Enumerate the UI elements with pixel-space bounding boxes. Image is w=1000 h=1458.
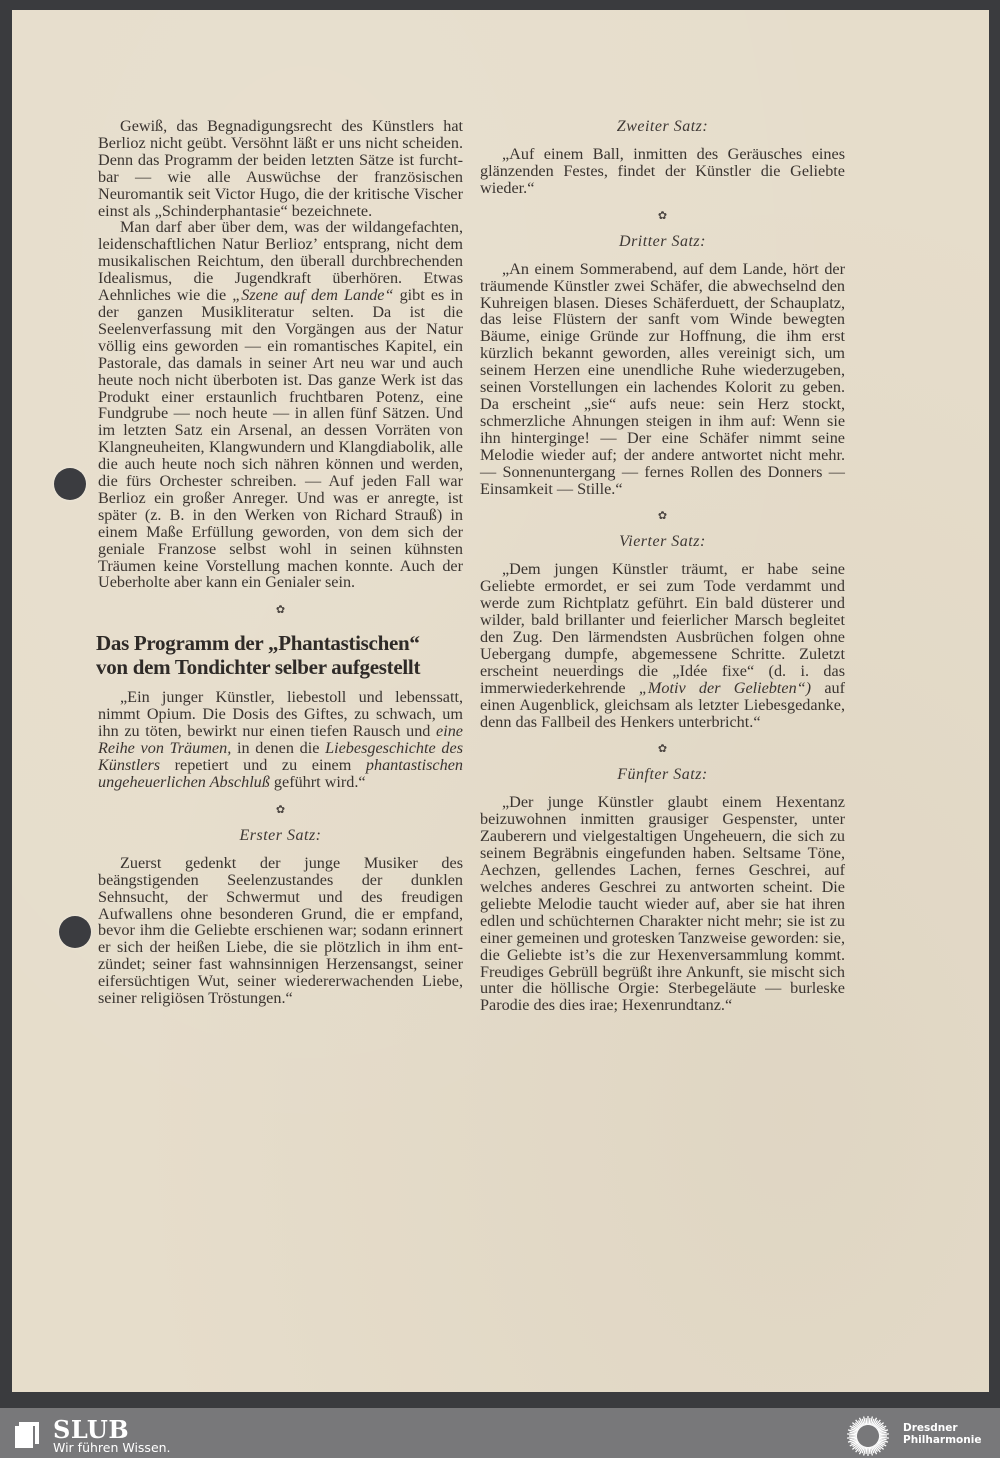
punch-hole [59,916,91,948]
text-run: geführt wird.“ [269,772,366,791]
text-run: „Dem jungen Künstler träumt, er habe seine Geliebte ermordet, er sei zum Tode verdammt und werde zum Richtplatz geführt. Ein bald düsterer und wilder, bald brillanter und feierlicher Marsch begleitet den Zug. Den lärmendsten Ausbrüchen folgen ohne Uebergang dumpfe, abgemessene Schritte. Zuletzt erscheint neuerdings die „Idée fixe“ (d. i. das immerwiederkehrende [480,560,845,697]
italic-run: „Motiv der Geliebten“) [638,678,812,697]
text-run: Man darf aber über dem, was der wildangefachten, leidenschaftlichen Natur Berlioz’ entsprang, nicht dem musikalischen Reichtum, den überall durchbrechenden Idealismus, die Jugendkraft überhören. Etwas Aehnliches wie die [98,218,463,305]
separator-ornament: ✿ [657,209,668,222]
intro-paragraph: Gewiß, das Begnadigungsrecht des Künstlers hat Berlioz nicht geübt. Versöhnt läßt er uns nicht scheiden. Denn das Programm der beiden letzten Sätze ist furchtbar — wie alle Auswüchse der französischen Neuromantik seit Victor Hugo, die der kritische Vischer einst als „Schinderphantasie“ bezeichnete. [98,117,463,220]
text-run: in denen die [231,739,326,758]
italic-run: eine Reihe von Träumen, [98,722,463,758]
separator-ornament: ✿ [657,510,668,523]
erster-satz-title: Erster Satz: [239,826,322,844]
vierter-satz-title: Vierter Satz: [619,533,706,551]
slub-logo-text[interactable]: SLUB [53,1415,130,1444]
text-run: „Ein junger Künstler, liebestoll und lebenssatt, nimmt Opium. Die Dosis des Giftes, zu schwach, um ihn zu töten, bewirkt nur einen tiefen Rausch und [98,688,463,741]
erster-satz-text: Zuerst gedenkt der junge Musiker des beängstigenden Seelenzustandes der dunklen Sehnsucht, der Schwermut und des freudigen Aufwallens ohne besonderen Grund, die er empfand, bevor ihm die Geliebte erschienen war; sodann erinnert er sich der heißen Liebe, die sie plötzlich in ihm entzündet; seiner fast wahnsinnigen Herzensangst, seiner eifersüchtigen Wut, seiner wiedererwachenden Liebe, seiner religiösen Tröstungen.“ [98,853,463,1008]
separator-ornament: ✿ [657,743,668,756]
left-column [98,118,463,1007]
slub-tagline: Wir führen Wissen. [53,1440,171,1455]
logo-ray [866,1447,867,1454]
fuenfter-satz-title: Fünfter Satz: [617,766,708,784]
slub-logo-icon[interactable] [13,1420,41,1450]
logo-line: Dresdner [903,1422,958,1434]
logo-ray [869,1447,870,1454]
text-run: repetiert und zu einem [160,756,366,774]
text-run: auf einen Augenblick, gleichsam als letzter Liebesgedanke, denn das Fallbeil des Henkers unterbricht.“ [480,678,846,731]
zweiter-satz-text: „Auf einem Ball, inmitten des Geräusches eines glänzenden Festes, findet der Künstler die Geliebte wieder.“ [480,145,845,197]
logo-line: Philharmonie [903,1434,982,1446]
section-heading [96,631,463,679]
right-column [480,118,845,1014]
italic-run: Liebesgeschichte des Künstlers [98,739,463,774]
logo-ray [866,1418,867,1425]
zweiter-satz-title: Zweiter Satz: [616,118,709,135]
fuenfter-satz-text: „Der junge Künstler glaubt einem Hexentanz beizuwohnen inmitten grausiger Gespenster, unter Zauberern und vielgestaltigen Ungeheuern, die sich zu seinem Begräbnis eingefunden haben. Seltsame Töne, Aechzen, gellendes Lachen, fernes Geschrei, auf welches anderes Geschrei zu antworten scheint. Die geliebte Melodie taucht wieder auf, aber sie hat ihren edlen und schüchternen Charakter nicht mehr; sie ist zu einer gemeinen und grotesken Tanzweise geworden: sie, die Geliebte ist’s die zur Hexenversammlung kommt. Freudiges Gebrüll begrüßt ihre Ankunft, sie mischt sich unter die höllische Orgie: Sterbegeläute — burleske Parodie des dies irae; Hexenrundtanz.“ [480,793,845,1015]
italic-title-szene: „Szene auf dem Lande“ [232,286,394,305]
program-intro-paragraph [98,689,463,790]
logo-ray [869,1418,870,1425]
dresdner-philharmonie-logo-icon[interactable] [842,1414,894,1458]
separator-ornament: ✿ [275,604,286,617]
footer-bar [0,1408,1000,1458]
italic-run: phantastischen ungeheuerlichen Abschluß [98,756,463,791]
dritter-satz-text: „An einem Sommerabend, auf dem Lande, hört der träumende Künstler zwei Schäfer, die abwechselnd den Kuhreigen blasen. Dieses Schäferduett, der Schauplatz, das leise Flüstern der sanft vom Winde bewegten Bäume, einige Gründe zur Hoffnung, die ihm erst kürzlich bekannt geworden, alles vereinigt sich, um seinem Herzen eine unendliche Ruhe wiederzugeben, seinen Vorstellungen ein lachendes Kolorit zu geben. Da erscheint „sie“ aufs neue: sein Herz stockt, schmerzliche Ahnungen steigen in ihm auf: Wenn sie ihn hinterginge! — Der eine Schäfer nimmt seine Melodie wieder auf; der andere antwortet nicht mehr. — Sonnenuntergang — fernes Rollen des Donners — Einsamkeit — Stille.“ [480,259,845,498]
separator-ornament: ✿ [275,803,286,816]
dritter-satz-title: Dritter Satz: [619,232,706,250]
vierter-satz-text [480,561,845,730]
section-heading-line1: Das Programm der „Phantastischen“ [96,631,420,656]
section-heading-line2: von dem Tondichter selber aufgestellt [96,655,421,680]
text-run: gibt es in der ganzen Musikliteratur selten. Da ist die Seelenverfassung mit den Vorgängen aus der Natur völlig eins geworden — ein romantisches Kapitel, ein Pastorale, das damals in seiner Art neu war und auch heute noch nicht überboten ist. Das ganze Werk ist das Produkt einer erstaunlich fruchtbaren Potenz, eine Fundgrube — noch heute — in allen fünf Sätzen. Und im letzten Satz ein Arsenal, an dessen Vorräten von Klangneuheiten, Klangwundern und Klangdiabolik, alle die auch heute noch sich nähren können und werden, die fürs Orchester schreiben. — Auf jeden Fall war Berlioz ein großer Anreger. Und was er anregte, ist später (z. B. in den Werken von Richard Strauß) in einem Maße Erfüllung geworden, von dem sich der geniale Franzose selbst wohl in seinen kühnsten Träumen keine Vorstellung machen konnte. Auch der Ueberholte aber kann ein Genialer sein. [98,286,464,592]
berlioz-paragraph [98,219,463,591]
dresdner-philharmonie-logo-text[interactable] [903,1422,981,1446]
punch-hole [54,468,86,500]
